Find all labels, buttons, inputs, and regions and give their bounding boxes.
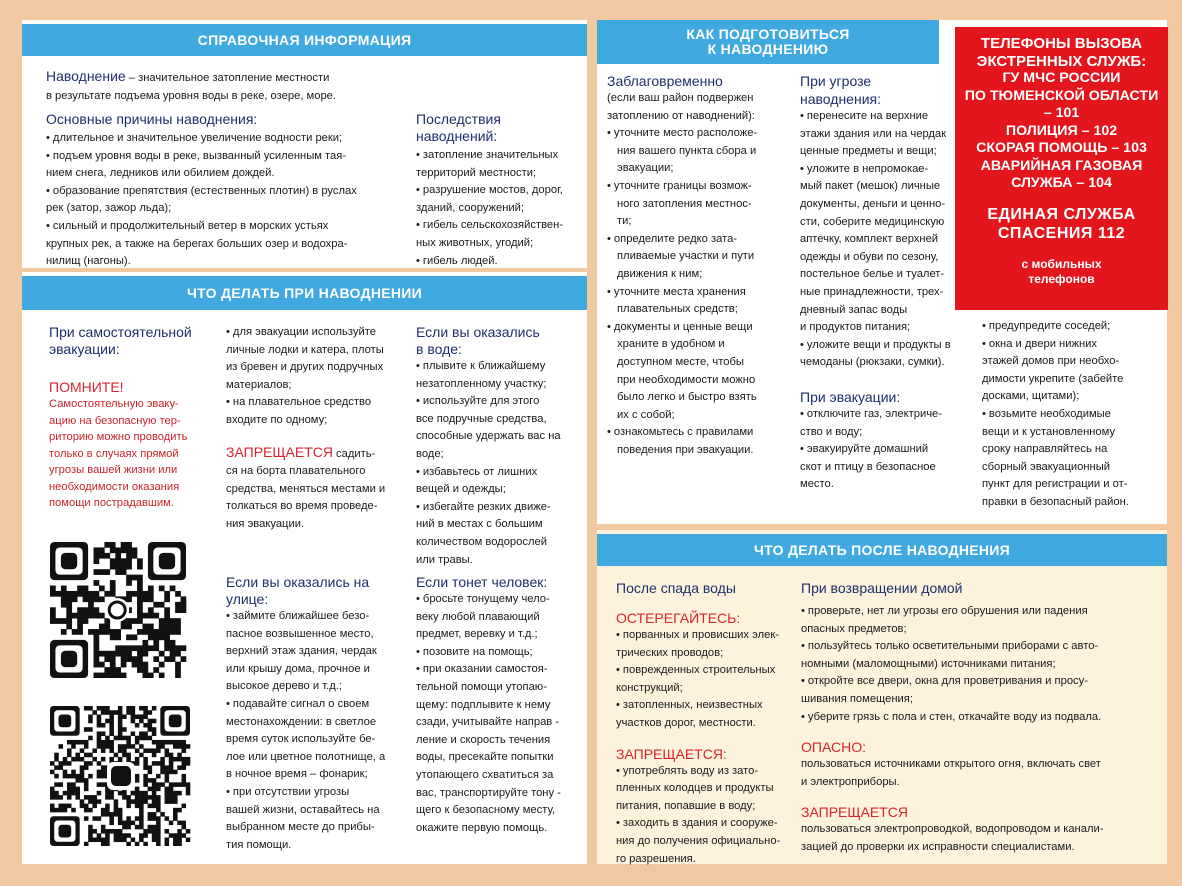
list-item: • ознакомьтесь с правилами	[607, 424, 792, 442]
list-item: воде;	[416, 447, 444, 460]
list-item: вашей жизни, оставайтесь на	[226, 803, 380, 816]
list-item: конструкций;	[616, 681, 683, 694]
list-item: • сильный и продолжительный ветер в морских устьях	[46, 218, 416, 236]
list-item: щему: подплывите к нему	[416, 698, 551, 711]
list-item: этажей домов при необхо-	[982, 355, 1120, 368]
reference-title: СПРАВОЧНАЯ ИНФОРМАЦИЯ	[22, 24, 587, 56]
in-water-block	[416, 324, 581, 569]
threat-heading-1: При угрозе	[800, 73, 872, 89]
list-item: • уложите вещи и продукты в	[800, 337, 980, 355]
during-title: ЧТО ДЕЛАТЬ ПРИ НАВОДНЕНИИ	[22, 276, 587, 310]
list-item: ных животных, угодий;	[416, 236, 534, 249]
list-item: нилищ (нагоны).	[46, 255, 131, 268]
list-item: • при отсутствии угрозы	[226, 784, 406, 802]
list-item: материалов;	[226, 378, 292, 391]
emergency-phones-box	[955, 27, 1168, 310]
list-item: чемоданы (рюкзаки, сумки).	[800, 356, 945, 369]
list-item: лое или цветное полотнище, а	[226, 750, 386, 763]
list-item: • на плавательное средство	[226, 394, 404, 412]
list-item: в ночное время – фонарик;	[226, 768, 368, 781]
list-item: • подъем уровня воды в реке, вызванный усиленным тая-	[46, 148, 416, 166]
list-item: • отключите газ, электриче-	[800, 406, 980, 424]
list-item: пленных колодцев и продукты	[616, 782, 774, 795]
list-item: тельной помощи утопаю-	[416, 680, 547, 693]
prepare-col3	[982, 318, 1164, 512]
remember-line: помощи пострадавшим.	[49, 497, 174, 509]
list-item: • определите редко зата-	[607, 231, 792, 249]
list-item: ния вашего пункта сбора и	[617, 144, 757, 157]
qr-code-top[interactable]	[50, 542, 190, 678]
list-item: • гибель сельскохозяйствен-	[416, 217, 581, 235]
list-item: эвакуации;	[617, 162, 674, 175]
list-item: • используйте для этого	[416, 393, 581, 411]
list-item: зданий, сооружений;	[416, 201, 524, 214]
remember-line: только в случаях прямой	[49, 447, 179, 460]
list-item: или травы.	[416, 553, 473, 566]
list-item: личные лодки и катера, плоты	[226, 343, 384, 356]
prepare-title-1: КАК ПОДГОТОВИТЬСЯ	[686, 26, 850, 42]
list-item: крупных рек, а также на берегах больших озер и водохра-	[46, 237, 348, 250]
list-item: димости укрепите (забейте	[982, 372, 1124, 385]
flood-def-1: – значительное затопление местности	[125, 72, 330, 84]
list-item: досками, щитами);	[982, 390, 1080, 403]
list-item: ление и скорость течения	[416, 733, 551, 746]
advance-heading: Заблаговременно	[607, 73, 723, 89]
advance-block	[607, 72, 792, 459]
list-item: • позовите на помощь;	[416, 644, 584, 662]
list-item: • образование препятствия (естественных плотин) в руслах	[46, 183, 416, 201]
list-item: • пользуйтесь только осветительными приборами с авто-	[801, 638, 1163, 656]
forbidden-first: садить-	[332, 447, 376, 460]
list-item: храните в удобном и	[617, 338, 725, 351]
list-item: вещей и одежды;	[416, 483, 506, 496]
unified-rescue-2: СПАСЕНИЯ 112	[997, 224, 1126, 242]
evac-heading: При эвакуации:	[800, 388, 901, 405]
list-item: • длительное и значительное увеличение водности реки;	[46, 130, 416, 148]
threat-heading-2: наводнения:	[800, 91, 881, 107]
list-item: правки в безопасный район.	[982, 495, 1129, 508]
list-item: место.	[800, 478, 834, 491]
list-item: ного затопления местнос-	[617, 197, 752, 210]
list-item: зацией до проверки их исправности специалистами.	[801, 840, 1075, 853]
emergency-line: ЭКСТРЕННЫХ СЛУЖБ:	[976, 52, 1147, 70]
list-item: аптечку, комплект верхней	[800, 233, 939, 246]
list-item: высокое дерево и т.д.;	[226, 680, 342, 693]
list-item: ся на борта плавательного	[226, 465, 366, 478]
list-item: ство и воду;	[800, 425, 863, 438]
list-item: было легко и быстро взять	[617, 391, 757, 404]
qr-code-top-icon	[50, 542, 190, 678]
during-panel	[22, 272, 587, 864]
unified-rescue-1: ЕДИНАЯ СЛУЖБА	[987, 205, 1136, 223]
list-item: время суток используйте бе-	[226, 733, 376, 746]
list-item: постельное белье и туалет-	[800, 268, 945, 281]
list-item: пасное возвышенное место,	[226, 627, 374, 640]
emergency-line: ПОЛИЦИЯ – 102	[1005, 122, 1118, 139]
self-evac-heading-1: При самостоятельной	[49, 324, 192, 340]
list-item: номными (маломощными) источниками питания;	[801, 657, 1056, 670]
list-item: и продуктов питания;	[800, 321, 911, 334]
list-item: толкаться во время проведе-	[226, 500, 378, 513]
list-item: пользоваться электропроводкой, водопроводом и канали-	[801, 823, 1104, 836]
list-item: • порванных и провисших элек-	[616, 627, 796, 645]
list-item: • при оказании самостоя-	[416, 661, 584, 679]
list-item: • гибель людей.	[416, 253, 581, 271]
list-item: утопающего схватиться за	[416, 768, 554, 781]
effects-heading-1: Последствия	[416, 111, 501, 127]
causes-block	[46, 111, 416, 271]
list-item: • для эвакуации используйте	[226, 324, 404, 342]
list-item: сти, соберите медицинскую	[800, 215, 945, 228]
list-item: ценные предметы и вещи;	[800, 145, 937, 158]
list-item: вещи и к установленному	[982, 425, 1116, 438]
list-item: тия помощи.	[226, 838, 292, 851]
list-item: и электроприборы.	[801, 775, 900, 788]
list-item: ния до получения официально-	[616, 834, 781, 847]
list-item: выбранном месте до прибы-	[226, 821, 375, 834]
list-item: • избегайте резких движе-	[416, 499, 581, 517]
water-heading-2: в воде:	[416, 341, 462, 357]
list-item: • употреблять воду из зато-	[616, 763, 796, 781]
list-item: сзади, учитывайте направ -	[416, 716, 560, 729]
list-item: • возьмите необходимые	[982, 406, 1164, 424]
list-item: • заходить в здания и сооруже-	[616, 815, 796, 833]
list-item: или крышу дома, прочное и	[226, 662, 370, 675]
emergency-line: СЛУЖБА – 104	[1011, 175, 1112, 191]
list-item: • разрушение мостов, дорог,	[416, 182, 581, 200]
list-item: ний в местах с большим	[416, 518, 543, 531]
list-item: • уложите в непромокае-	[800, 161, 980, 179]
beware-label: ОСТЕРЕГАЙТЕСЬ:	[616, 610, 741, 626]
return-heading: При возвращении домой	[801, 580, 963, 596]
effects-block	[416, 111, 581, 270]
list-item: • поврежденных строительных	[616, 662, 796, 680]
remember-line: Самостоятельную эваку-	[49, 398, 179, 410]
list-item: пользоваться источниками открытого огня, включать свет	[801, 758, 1101, 771]
list-item: щего к безопасному месту,	[416, 804, 556, 817]
list-item: вас, транспортируйте тону -	[416, 786, 561, 799]
qr-code-bottom[interactable]	[50, 706, 192, 846]
list-item: входите по одному;	[226, 413, 328, 426]
list-item: способные удержать вас на	[416, 430, 561, 443]
threat-block	[800, 72, 980, 494]
mobile-note-1: с мобильных	[1021, 256, 1102, 271]
list-item: территорий местности;	[416, 166, 537, 179]
self-evac-block	[49, 324, 224, 512]
list-item: опасных предметов;	[801, 622, 907, 635]
list-item: • подавайте сигнал о своем	[226, 696, 406, 714]
list-item: • эвакуируйте домашний	[800, 441, 980, 459]
list-item: ные принадлежности, трех-	[800, 285, 944, 298]
list-item: • окна и двери нижних	[982, 336, 1164, 354]
list-item: ния эвакуации.	[226, 517, 305, 530]
recede-heading: После спада воды	[616, 580, 736, 596]
list-item: • бросьте тонущему чело-	[416, 591, 584, 609]
emergency-line: ПО ТЮМЕНСКОЙ ОБЛАСТИ	[964, 87, 1159, 104]
list-item: го разрешения.	[616, 852, 696, 865]
list-item: пункт для регистрации и от-	[982, 478, 1128, 491]
list-item: питания, попавшие в воду;	[616, 799, 756, 812]
emergency-line: СКОРАЯ ПОМОЩЬ – 103	[976, 140, 1147, 156]
self-evac-heading-2: эвакуации:	[49, 341, 120, 357]
drown-heading: Если тонет человек:	[416, 574, 548, 590]
list-item: шивания помещения;	[801, 692, 913, 705]
remember-line: ацию на безопасную тер-	[49, 414, 181, 427]
list-item: одежды и обуви по сезону,	[800, 250, 939, 263]
list-item: • проверьте, нет ли угрозы его обрушения или падения	[801, 603, 1163, 621]
emergency-line: – 101	[1043, 105, 1080, 121]
list-item: (если ваш район подвержен	[607, 92, 754, 104]
self-evac-rules	[226, 324, 404, 534]
list-item: движения к ним;	[617, 267, 703, 280]
list-item: этажи здания или на чердак	[800, 127, 947, 140]
list-item: скот и птицу в безопасное	[800, 460, 936, 473]
list-item: нием снега, ледников или обилием дождей.	[46, 167, 275, 180]
prepare-title	[597, 20, 939, 64]
list-item: ти;	[617, 215, 632, 228]
emergency-line: АВАРИЙНАЯ ГАЗОВАЯ	[980, 157, 1143, 174]
list-item: затоплению от наводнений):	[607, 109, 755, 122]
list-item: из бревен и других подручных	[226, 361, 384, 374]
list-item: незатопленному участку;	[416, 377, 547, 390]
flood-def-2: в результате подъема уровня воды в реке, озере, море.	[46, 89, 337, 102]
list-item: все подручные средства,	[416, 412, 547, 425]
list-item: трических проводов;	[616, 646, 724, 659]
list-item: поведения при эвакуации.	[617, 443, 754, 456]
list-item: плавательных средств;	[617, 303, 738, 316]
list-item: пливаемые участки и пути	[617, 250, 755, 263]
causes-heading: Основные причины наводнения:	[46, 111, 258, 127]
list-item: предмет, веревку и т.д.;	[416, 628, 538, 641]
effects-heading-2: наводнений:	[416, 128, 498, 144]
list-item: • документы и ценные вещи	[607, 319, 792, 337]
list-item: • плывите к ближайшему	[416, 358, 581, 376]
list-item: веку любой плавающий	[416, 610, 540, 623]
list-item: окажите первую помощь.	[416, 821, 548, 834]
list-item: их с собой;	[617, 408, 675, 421]
remember-line: риторию можно проводить	[49, 431, 188, 443]
list-item: • займите ближайшее безо-	[226, 608, 406, 626]
list-item: • избавьтесь от лишних	[416, 464, 581, 482]
on-street-block	[226, 574, 406, 854]
list-item: доступном месте, чтобы	[617, 355, 744, 368]
list-item: участков дорог, местности.	[616, 716, 756, 729]
list-item: • уточните места хранения	[607, 284, 792, 302]
remember-line: необходимости оказания	[49, 480, 180, 493]
list-item: средства, меняться местами и	[226, 482, 386, 495]
list-item: • уточните место расположе-	[607, 125, 792, 143]
list-item: • откройте все двери, окна для проветривания и просу-	[801, 673, 1163, 691]
emergency-line: ГУ МЧС РОССИИ	[1002, 70, 1121, 86]
emergency-line: ТЕЛЕФОНЫ ВЫЗОВА	[980, 35, 1143, 52]
after-recede-block	[616, 580, 796, 868]
list-item: мый пакет (мешок) личные	[800, 180, 941, 193]
list-item: • уберите грязь с пола и стен, откачайте воду из подвала.	[801, 709, 1163, 727]
list-item: местонахождении: в светлое	[226, 715, 377, 728]
after-title: ЧТО ДЕЛАТЬ ПОСЛЕ НАВОДНЕНИЯ	[597, 534, 1167, 566]
after-return-block	[801, 580, 1163, 857]
list-item: • уточните границы возмож-	[607, 178, 792, 196]
after-forbidden-label: ЗАПРЕЩАЕТСЯ:	[616, 745, 727, 762]
flood-term: Наводнение	[46, 68, 126, 84]
reference-panel	[22, 20, 587, 268]
list-item: при необходимости можно	[617, 373, 756, 386]
remember-label: ПОМНИТЕ!	[49, 379, 124, 395]
list-item: • предупредите соседей;	[982, 318, 1164, 336]
list-item: • затопление значительных	[416, 147, 581, 165]
street-heading-2: улице:	[226, 591, 269, 607]
list-item: • затопленных, неизвестных	[616, 697, 796, 715]
street-heading-1: Если вы оказались на	[226, 574, 370, 590]
after-forbidden2-label: ЗАПРЕЩАЕТСЯ	[801, 804, 908, 821]
water-heading-1: Если вы оказались	[416, 324, 540, 340]
list-item: воды, пресекайте попытки	[416, 751, 554, 764]
list-item: дневный запас воды	[800, 303, 908, 316]
after-panel	[597, 530, 1167, 864]
prepare-title-2: К НАВОДНЕНИЮ	[707, 41, 829, 57]
flood-definition	[46, 68, 406, 105]
list-item: • перенесите на верхние	[800, 108, 980, 126]
list-item: рек (затор, зажор льда);	[46, 202, 172, 215]
list-item: количеством водорослей	[416, 535, 547, 548]
list-item: верхний этаж здания, чердак	[226, 645, 377, 658]
list-item: сроку направляйтесь на	[982, 443, 1108, 456]
mobile-note-2: телефонов	[1028, 271, 1095, 286]
qr-code-bottom-icon	[50, 706, 192, 846]
list-item: сборный эвакуационный	[982, 460, 1111, 473]
remember-line: угрозы вашей жизни или	[49, 464, 178, 476]
drowning-block	[416, 574, 584, 837]
danger-label: ОПАСНО:	[801, 739, 866, 756]
forbidden-label: ЗАПРЕЩАЕТСЯ	[226, 443, 333, 460]
list-item: документы, деньги и ценно-	[800, 197, 946, 210]
